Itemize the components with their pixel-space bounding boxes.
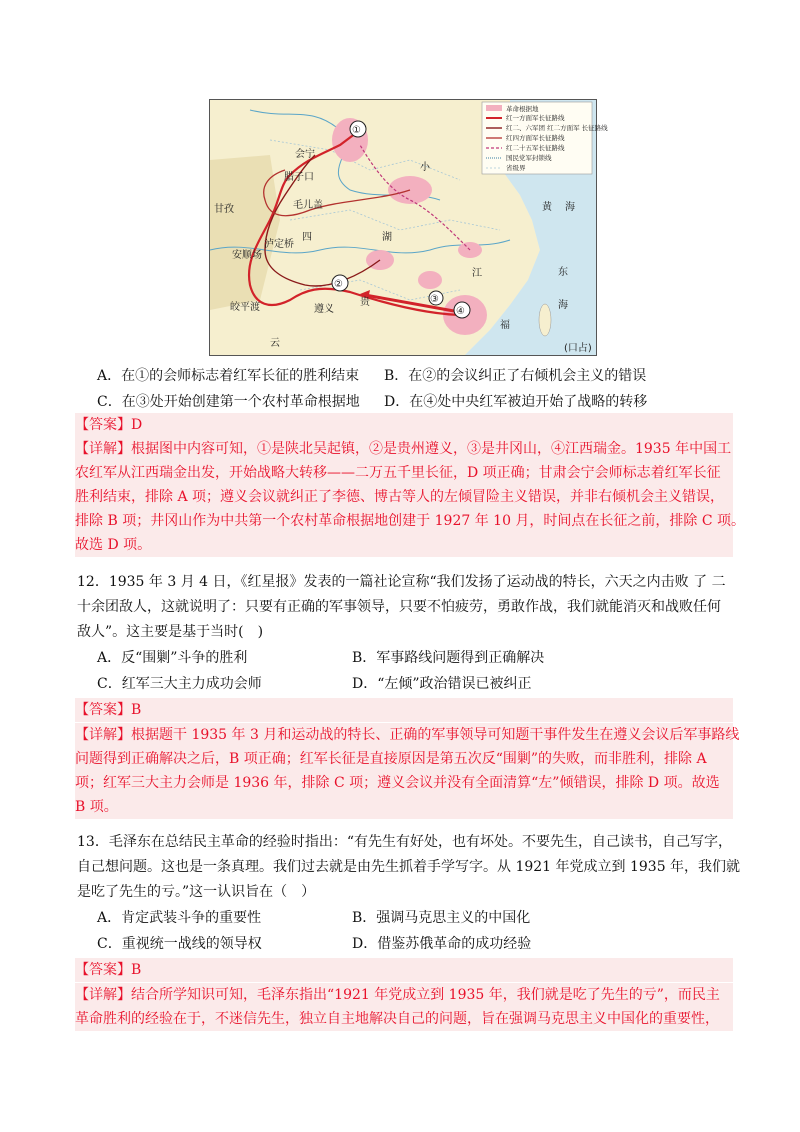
q11-explanation (75, 437, 746, 557)
q12-option-d: D．“左倾”政治错误已被纠正 (352, 676, 532, 692)
place-anshunchang: 安顺场 (232, 250, 262, 261)
place-ganzi: 甘孜 (214, 204, 234, 215)
place-lazikou: 腊子口 (284, 172, 314, 183)
place-luding: 泸定桥 (264, 239, 294, 250)
q13-stem-line-1: 13．毛泽东在总结民主革命的经验时指出：“有先生有好处，也有坏处。不要先生，自己读书，自己写字， (77, 834, 732, 850)
label-shan: 小 (420, 162, 430, 173)
q12-explanation (75, 723, 740, 819)
q13-option-a: A．肯定武装斗争的重要性 (97, 910, 262, 926)
q13-option-c: C．重视统一战线的领导权 (97, 936, 262, 952)
q13-option-b: B．强调马克思主义的中国化 (352, 910, 531, 926)
q11-explain-line-3: 胜利结束，排除 A 项；遵义会议就纠正了李德、博古等人的左倾冒险主义错误，并非右倾机会主义错误， (75, 489, 725, 505)
legend-item-0: 革命根据地 (506, 105, 539, 113)
q13-option-d: D．借鉴苏俄革命的成功经验 (352, 936, 532, 952)
label-east-sea-1: 东 (558, 267, 568, 278)
q13-explanation (75, 983, 733, 1031)
legend-item-3: 红四方面军长征路线 (506, 134, 565, 142)
marker-4-label: ④ (456, 306, 465, 317)
legend-item-2: 红二、六军团 红二方面军 长征路线 (506, 124, 608, 132)
q11-explain-line-2: 农红军从江西瑞金出发，开始战略大转移——二万五千里长征，D 项正确；甘肃会宁会师标志着红军长征 (75, 465, 721, 481)
q12-explain-line-4: B 项。 (75, 799, 118, 815)
label-yunnan: 云 (270, 338, 280, 349)
q13-explain-line-1: 【详解】结合所学知识可知，毛泽东指出“1921 年党成立到 1935 年，我们就是吃了先生的亏”，而民主 (75, 987, 720, 1003)
q13-answer: 【答案】B (75, 958, 733, 982)
base-area-xiangegan (418, 271, 442, 289)
q12-option-a: A．反“围剿”斗争的胜利 (97, 650, 248, 666)
q12-explain-line-2: 问题得到正确解决之后，B 项正确；红军长征是直接原因是第五次反“围剿”的失败，而非胜利，排除 A (75, 751, 707, 767)
legend-item-5: 国民党军封锁线 (506, 154, 552, 162)
label-guizhou: 贵 (360, 297, 370, 308)
place-huining: 会宁 (295, 149, 315, 160)
label-yellow-sea-1: 黄 (542, 202, 552, 213)
q11-option-b: B．在②的会议纠正了右倾机会主义的错误 (384, 368, 647, 384)
q12-stem-line-2: 十余团敌人，这就说明了：只要有正确的军事领导，只要不怕疲劳，勇敢作战，我们就能消灭和战败任何 (77, 599, 721, 615)
label-yellow-sea-2: 海 (565, 202, 575, 213)
taiwan-island (539, 304, 551, 336)
long-march-map (209, 99, 608, 356)
q12-option-c: C．红军三大主力成功会师 (97, 676, 262, 692)
q12-answer: 【答案】B (75, 698, 733, 722)
q11-answer: 【答案】D (75, 413, 733, 437)
q13-stem-line-3: 是吃了先生的亏。”这一认识旨在（ ） (77, 884, 316, 900)
label-hunan: 湖 (382, 232, 392, 243)
q13-stem-line-2: 自己想问题。这也是一条真理。我们过去就是由先生抓着手学写字。从 1921 年党成立到 1935 年，我们就 (77, 859, 741, 875)
label-fujian: 福 (500, 320, 510, 331)
q12-explain-line-3: 项；红军三大主力会师是 1936 年，排除 C 项；遵义会议并没有全面清算“左”倾错误，排除 D 项。故选 (75, 775, 720, 791)
label-sichuan: 四 (302, 232, 312, 243)
legend-item-1: 红一方面军长征路线 (506, 114, 565, 122)
q11-option-d: D．在④处中央红军被迫开始了战略的转移 (384, 394, 648, 410)
place-zunyi: 遵义 (314, 304, 334, 315)
q12-option-b: B．军事路线问题得到正确解决 (352, 650, 545, 666)
label-inset: (口占) (564, 343, 592, 354)
q11-explain-line-1: 【详解】根据图中内容可知，①是陕北吴起镇，②是贵州遵义，③是井冈山，④江西瑞金。1935 年中国工 (75, 441, 732, 457)
q11-explain-line-4: 排除 B 项；井冈山作为中共第一个农村革命根据地创建于 1927 年 10 月，时间点在长征之前，排除 C 项。 (75, 513, 746, 529)
marker-1-label: ① (352, 125, 361, 136)
place-jiaopingdu: 皎平渡 (230, 302, 260, 313)
q12-stem-line-3: 敌人”。这主要是基于当时( ) (77, 624, 264, 640)
label-jiangxi: 江 (472, 268, 482, 279)
q13-explain-line-2: 革命胜利的经验在于，不迷信先生，独立自主地解决自己的问题，旨在强调马克思主义中国化的重要性， (75, 1011, 719, 1027)
map-graphic (210, 100, 608, 355)
place-maoergai: 毛儿盖 (293, 200, 323, 211)
marker-2-label: ② (334, 279, 343, 290)
label-east-sea-2: 海 (558, 300, 568, 311)
map-legend (482, 102, 608, 174)
q11-option-c: C．在③处开始创建第一个农村革命根据地 (97, 394, 360, 410)
legend-item-6: 省级界 (506, 164, 526, 172)
marker-3-label: ③ (430, 294, 439, 305)
q12-explain-line-1: 【详解】根据题干 1935 年 3 月和运动战的特长、正确的军事领导可知题干事件发生在遵义会议后军事路线 (75, 727, 740, 743)
q12-stem-line-1: 12．1935 年 3 月 4 日，《红星报》发表的一篇社论宣称“我们发扬了运动战的特长，六天之内击败 了 二 (77, 574, 726, 590)
legend-item-4: 红二十五军长征路线 (506, 144, 565, 152)
q11-option-a: A．在①的会师标志着红军长征的胜利结束 (97, 368, 360, 384)
q11-explain-line-5: 故选 D 项。 (75, 537, 152, 553)
